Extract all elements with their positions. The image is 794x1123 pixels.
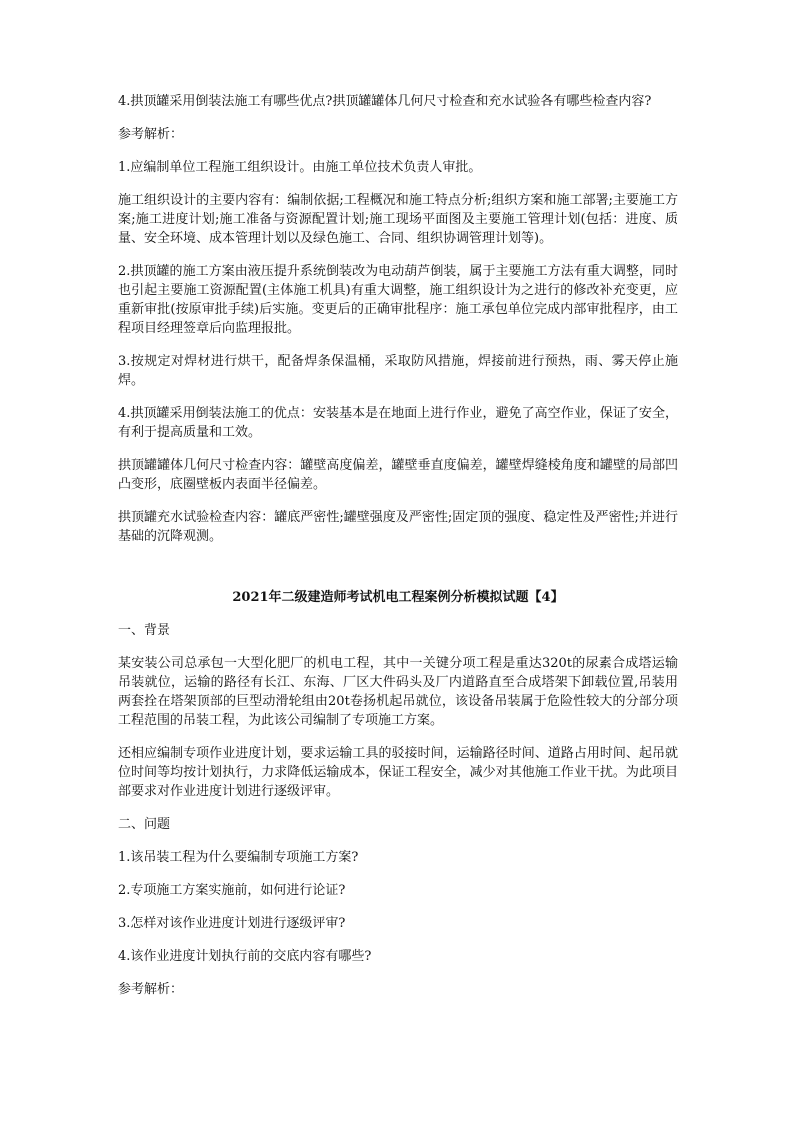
document-page (118, 92, 678, 1013)
section-spacer (118, 560, 678, 588)
question-item: 3.怎样对该作业进度计划进行逐级评审? (118, 916, 346, 931)
question-item: 2.专项施工方案实施前，如何进行论证? (118, 883, 346, 898)
answer-paragraph: 3.按规定对焊材进行烘干，配备焊条保温桶，采取防风措施，焊接前进行预热，雨、雾天停止施焊。 (118, 354, 678, 388)
question-item: 1.该吊装工程为什么要编制专项施工方案? (118, 850, 359, 865)
answer-paragraph: 拱顶罐充水试验检查内容：罐底严密性;罐壁强度及严密性;固定顶的强度、稳定性及严密性;并进行基础的沉降观测。 (118, 510, 678, 544)
question-4: 4.拱顶罐采用倒装法施工有哪些优点?拱顶罐罐体几何尺寸检查和充水试验各有哪些检查内容? (118, 94, 652, 109)
answer-paragraph: 施工组织设计的主要内容有：编制依据;工程概况和施工特点分析;组织方案和施工部署;主要施工方案;施工进度计划;施工准备与资源配置计划;施工现场平面图及主要施工管理计划(包括：进度、质量、安全环境、成本管理计划以及绿色施工、合同、组织协调管理计划等)。 (118, 193, 678, 246)
answer-paragraph: 拱顶罐罐体几何尺寸检查内容：罐壁高度偏差，罐壁垂直度偏差，罐壁焊缝棱角度和罐壁的局部凹凸变形，底圈壁板内表面半径偏差。 (118, 458, 678, 492)
answer-paragraph: 2.拱顶罐的施工方案由液压提升系统倒装改为电动葫芦倒装，属于主要施工方法有重大调整，同时也引起主要施工资源配置(主体施工机具)有重大调整，施工组织设计为之进行的修改补充变更，应重新审批(按原审批手续)后实施。变更后的正确审批程序：施工承包单位完成内部审批程序，由工程项目经理签章后向监理报批。 (118, 264, 678, 336)
background-paragraph: 某安装公司总承包一大型化肥厂的机电工程，其中一关键分项工程是重达320t的尿素合成塔运输吊装就位，运输的路径有长江、东海、厂区大件码头及厂内道路直至合成塔架下卸载位置,吊装用两套拴在塔架顶部的巨型动滑轮组由20t卷扬机起吊就位，该设备吊装属于危险性较大的分部分项工程范围的吊装工程，为此该公司编制了专项施工方案。 (118, 656, 678, 728)
section-title: 2021年二级建造师考试机电工程案例分析模拟试题【4】 (232, 590, 564, 605)
answer-label: 参考解析： (118, 127, 184, 142)
answer-paragraph: 1.应编制单位工程施工组织设计。由施工单位技术负责人审批。 (118, 160, 482, 175)
question-item: 4.该作业进度计划执行前的交底内容有哪些? (118, 949, 372, 964)
answer-paragraph: 4.拱顶罐采用倒装法施工的优点：安装基本是在地面上进行作业，避免了高空作业，保证了安全，有利于提高质量和工效。 (118, 406, 678, 440)
background-paragraph: 还相应编制专项作业进度计划，要求运输工具的驳接时间，运输路径时间、道路占用时间、起吊就位时间等均按计划执行，力求降低运输成本，保证工程安全，减少对其他施工作业干扰。为此项目部要求对作业进度计划进行逐级评审。 (118, 746, 678, 799)
questions-label: 二、问题 (118, 817, 171, 832)
answer-label-2: 参考解析： (118, 982, 184, 997)
background-label: 一、背景 (118, 623, 171, 638)
